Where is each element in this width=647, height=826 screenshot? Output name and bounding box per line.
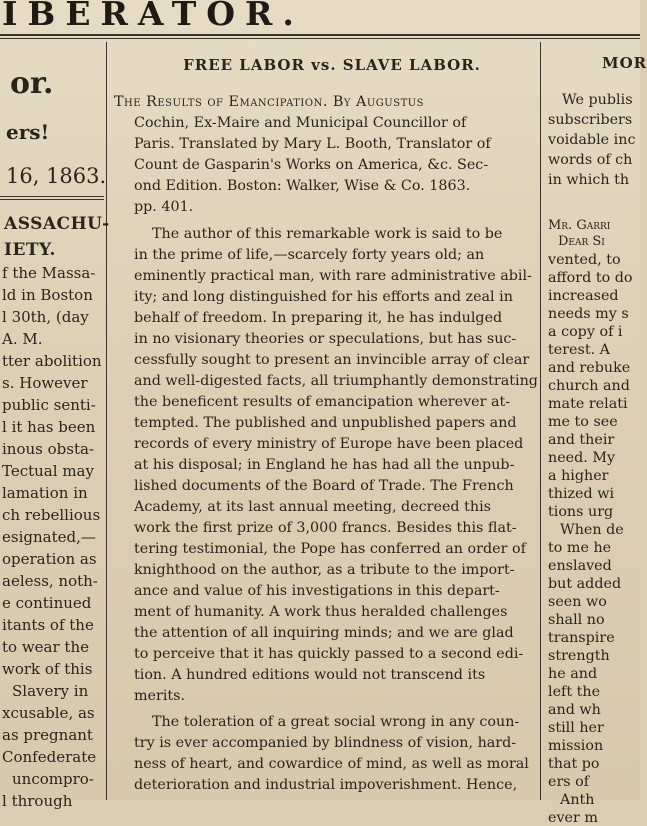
article-body-line: ness of heart, and cowardice of mind, as well as moral	[134, 756, 529, 772]
masthead-rule-bottom	[0, 38, 640, 39]
left-line: Slavery in	[12, 682, 89, 700]
left-line: Tectual may	[2, 462, 94, 480]
right-line: seen wo	[548, 594, 607, 610]
article-body-line: the attention of all inquiring minds; and we are glad	[134, 625, 514, 641]
article-body-line: eminently practical man, with rare administrative abil-	[134, 268, 532, 284]
left-line: aeless, noth-	[2, 572, 98, 590]
right-line: me to see	[548, 414, 618, 430]
left-line: operation as	[2, 550, 97, 568]
right-line: increased	[548, 288, 619, 304]
right-line: in which th	[548, 172, 630, 188]
column-rule-left	[106, 42, 107, 800]
right-line: left the	[548, 684, 601, 700]
article-body-line: in the prime of life,—scarcely forty years old; an	[134, 247, 485, 263]
left-column	[0, 44, 110, 810]
right-line: need. My	[548, 450, 616, 466]
left-line: inous obsta-	[2, 440, 94, 458]
right-line: shall no	[548, 612, 605, 628]
left-line: esignated,—	[2, 528, 96, 546]
article-body-line: deterioration and industrial impoverishment. Hence,	[134, 777, 518, 793]
left-date: 16, 1863.	[6, 164, 107, 188]
article-body-line: tempted. The published and unpublished papers and	[134, 415, 517, 431]
left-line: ch rebellious	[2, 506, 101, 524]
right-line: that po	[548, 756, 600, 772]
right-line: but added	[548, 576, 622, 592]
right-line: terest. A	[548, 342, 610, 358]
article-body-line: at his disposal; in England he has had all the unpub-	[134, 457, 515, 473]
article-body-line: lished documents of the Board of Trade. The French	[134, 478, 514, 494]
left-line: l through	[2, 792, 73, 810]
right-line: voidable inc	[548, 132, 636, 148]
left-line: l it has been	[2, 418, 96, 436]
left-line: xcusable, as	[2, 704, 95, 722]
left-line: s. However	[2, 374, 88, 392]
article-body-line: The toleration of a great social wrong in any coun-	[152, 714, 520, 730]
left-line: or.	[10, 66, 54, 101]
article-header-line: ond Edition. Boston: Walker, Wise & Co. 1863.	[134, 178, 471, 194]
article-body-line: ance and value of his investigations in this depart-	[134, 583, 500, 599]
article-header-line: Paris. Translated by Mary L. Booth, Translator of	[134, 136, 491, 152]
right-line: Mr. Garri	[548, 218, 611, 233]
left-line: to wear the	[2, 638, 89, 656]
article-body-line: ment of humanity. A work thus heralded challenges	[134, 604, 508, 620]
right-line: transpire	[548, 630, 615, 646]
right-line: and rebuke	[548, 360, 631, 376]
left-heading: ASSACHU-	[4, 214, 110, 234]
right-line: afford to do	[548, 270, 633, 286]
article-body-line: and well-digested facts, all triumphantly demonstrating	[134, 373, 538, 389]
left-line: public senti-	[2, 396, 96, 414]
right-line: a copy of i	[548, 324, 623, 340]
left-heading: IETY.	[4, 240, 56, 260]
article-title: FREE LABOR vs. SLAVE LABOR.	[183, 56, 481, 74]
article-body-line: in no visionary theories or speculations, but has suc-	[134, 331, 517, 347]
left-line: f the Massa-	[2, 264, 96, 282]
left-line: as pregnant	[2, 726, 93, 744]
right-line: still her	[548, 720, 604, 736]
left-line: lamation in	[2, 484, 88, 502]
right-line: enslaved	[548, 558, 612, 574]
left-line: A. M.	[2, 330, 43, 348]
right-line: ers of	[548, 774, 590, 790]
left-rule	[0, 199, 104, 200]
article-body-line: try is ever accompanied by blindness of vision, hard-	[134, 735, 517, 751]
article-body-line: behalf of freedom. In preparing it, he has indulged	[134, 310, 503, 326]
right-line: tions urg	[548, 504, 614, 520]
left-line: Confederate	[2, 748, 97, 766]
masthead-rule-top	[0, 34, 640, 36]
article-header-line: Count de Gasparin's Works on America, &c. Sec-	[134, 157, 489, 173]
article-body-line: tion. A hundred editions would not transcend its	[134, 667, 486, 683]
left-line: ers!	[6, 120, 50, 144]
article-body-line: merits.	[134, 688, 186, 704]
right-line: Anth	[560, 792, 595, 808]
article-header-line: The Results of Emancipation. By Augustus	[114, 94, 425, 110]
right-line: ever m	[548, 810, 598, 826]
article-column	[114, 50, 550, 800]
article-body-line: work the first prize of 3,000 francs. Besides this flat-	[134, 520, 517, 536]
right-line: mate relati	[548, 396, 628, 412]
right-line: Dear Si	[558, 234, 605, 249]
left-line: itants of the	[2, 616, 94, 634]
article-body-line: to perceive that it has quickly passed to a second edi-	[134, 646, 524, 662]
right-line: mission	[548, 738, 604, 754]
right-line: and their	[548, 432, 615, 448]
article-body-line: records of every ministry of Europe have been placed	[134, 436, 524, 452]
right-line: vented, to	[548, 252, 621, 268]
right-line: strength	[548, 648, 610, 664]
right-line: When de	[560, 522, 624, 538]
masthead	[0, 0, 640, 34]
left-line: ld in Boston	[2, 286, 93, 304]
right-line: We publis	[562, 92, 633, 108]
right-column	[546, 48, 647, 826]
right-line: subscribers	[548, 112, 633, 128]
article-body-line: knighthood on the author, as a tribute to the import-	[134, 562, 515, 578]
right-line: to me he	[548, 540, 612, 556]
masthead-title: IBERATOR.	[2, 0, 304, 33]
article-body-line: cessfully sought to present an invincible array of clear	[134, 352, 530, 368]
right-line: a higher	[548, 468, 609, 484]
left-line: uncompro-	[12, 770, 94, 788]
left-line: l 30th, (day	[2, 308, 89, 326]
right-line: he and	[548, 666, 598, 682]
right-line: thized wi	[548, 486, 615, 502]
article-body-line: tering testimonial, the Pope has conferred an order of	[134, 541, 526, 557]
right-heading: MOR	[602, 54, 647, 72]
right-line: needs my s	[548, 306, 629, 322]
article-header-line: pp. 401.	[134, 199, 194, 215]
left-line: work of this	[2, 660, 93, 678]
left-line: tter abolition	[2, 352, 102, 370]
left-line: e continued	[2, 594, 92, 612]
right-line: church and	[548, 378, 630, 394]
article-body-line: The author of this remarkable work is said to be	[152, 226, 503, 242]
right-line: words of ch	[548, 152, 633, 168]
right-line: and wh	[548, 702, 601, 718]
article-body-line: the beneficent results of emancipation wherever at-	[134, 394, 511, 410]
article-body-line: Academy, at its last annual meeting, decreed this	[134, 499, 491, 515]
left-rule	[0, 196, 104, 197]
article-body-line: ity; and long distinguished for his efforts and zeal in	[134, 289, 513, 305]
article-header-line: Cochin, Ex-Maire and Municipal Councillor of	[134, 115, 467, 131]
